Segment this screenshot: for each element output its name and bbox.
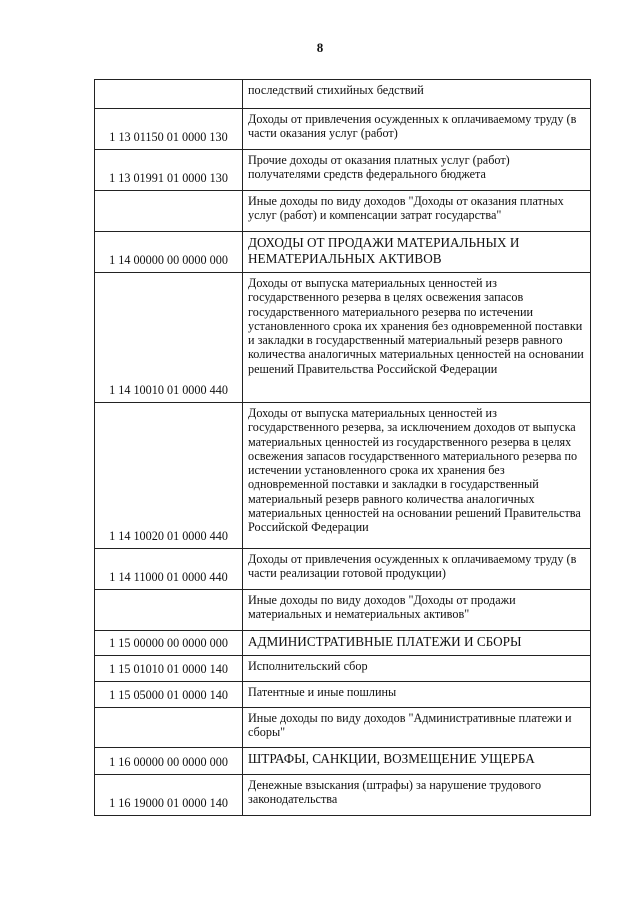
- budget-code-cell: 1 14 00000 00 0000 000: [95, 232, 243, 273]
- revenue-group-heading-cell: АДМИНИСТРАТИВНЫЕ ПЛАТЕЖИ И СБОРЫ: [243, 631, 591, 656]
- table-row: [95, 656, 591, 682]
- table-row: [95, 775, 591, 816]
- budget-code-cell: 1 14 10020 01 0000 440: [95, 403, 243, 549]
- table-row: [95, 191, 591, 232]
- table-row: [95, 549, 591, 590]
- budget-code-cell: [95, 191, 243, 232]
- revenue-description-cell: последствий стихийных бедствий: [243, 80, 591, 109]
- budget-code-cell: 1 15 00000 00 0000 000: [95, 631, 243, 656]
- budget-code-cell: 1 16 00000 00 0000 000: [95, 748, 243, 775]
- table-row: [95, 109, 591, 150]
- budget-code-cell: 1 16 19000 01 0000 140: [95, 775, 243, 816]
- revenue-description-cell: Доходы от выпуска материальных ценностей из государственного резерва в целях освежения запасов государственного материального резерва по истечении установленного срока их хранения без одновременной поставки и закладки в государственный материальный резерв равного количества аналогичных материальных ценностей на основании решений Правительства Российской Федерации: [243, 273, 591, 403]
- table-row: [95, 682, 591, 708]
- revenue-description-cell: Патентные и иные пошлины: [243, 682, 591, 708]
- revenue-description-cell: Иные доходы по виду доходов "Доходы от оказания платных услуг (работ) и компенсации затрат государства": [243, 191, 591, 232]
- revenue-group-heading-cell: ШТРАФЫ, САНКЦИИ, ВОЗМЕЩЕНИЕ УЩЕРБА: [243, 748, 591, 775]
- budget-code-cell: 1 15 05000 01 0000 140: [95, 682, 243, 708]
- table-row: [95, 708, 591, 748]
- budget-code-cell: [95, 590, 243, 631]
- revenue-description-cell: Прочие доходы от оказания платных услуг (работ) получателями средств федерального бюджета: [243, 150, 591, 191]
- budget-code-cell: [95, 708, 243, 748]
- budget-code-cell: 1 13 01150 01 0000 130: [95, 109, 243, 150]
- revenue-description-cell: Доходы от выпуска материальных ценностей из государственного резерва, за исключением доходов от выпуска материальных ценностей из государственного резерва в целях освежения запасов государственного материального резерва по истечении установленного срока их хранения без одновременной поставки и закладки в государственный материальный резерв равного количества аналогичных материальных ценностей на основании решений Правительства Российской Федерации: [243, 403, 591, 549]
- table-body: [95, 80, 591, 816]
- table-row: [95, 150, 591, 191]
- table-row: [95, 232, 591, 273]
- revenue-classification-table: [94, 79, 591, 816]
- table-row: [95, 590, 591, 631]
- revenue-description-cell: Исполнительский сбор: [243, 656, 591, 682]
- budget-code-cell: 1 14 11000 01 0000 440: [95, 549, 243, 590]
- table-row: [95, 748, 591, 775]
- budget-code-cell: 1 13 01991 01 0000 130: [95, 150, 243, 191]
- budget-code-cell: 1 15 01010 01 0000 140: [95, 656, 243, 682]
- table-row: [95, 631, 591, 656]
- revenue-group-heading-cell: ДОХОДЫ ОТ ПРОДАЖИ МАТЕРИАЛЬНЫХ И НЕМАТЕРИАЛЬНЫХ АКТИВОВ: [243, 232, 591, 273]
- revenue-description-cell: Иные доходы по виду доходов "Административные платежи и сборы": [243, 708, 591, 748]
- page-number: 8: [316, 40, 324, 55]
- table-row: [95, 403, 591, 549]
- budget-code-cell: [95, 80, 243, 109]
- budget-code-cell: 1 14 10010 01 0000 440: [95, 273, 243, 403]
- table-row: [95, 80, 591, 109]
- table-row: [95, 273, 591, 403]
- revenue-description-cell: Доходы от привлечения осужденных к оплачиваемому труду (в части реализации готовой продукции): [243, 549, 591, 590]
- revenue-description-cell: Иные доходы по виду доходов "Доходы от продажи материальных и нематериальных активов": [243, 590, 591, 631]
- revenue-description-cell: Доходы от привлечения осужденных к оплачиваемому труду (в части оказания услуг (работ): [243, 109, 591, 150]
- revenue-description-cell: Денежные взыскания (штрафы) за нарушение трудового законодательства: [243, 775, 591, 816]
